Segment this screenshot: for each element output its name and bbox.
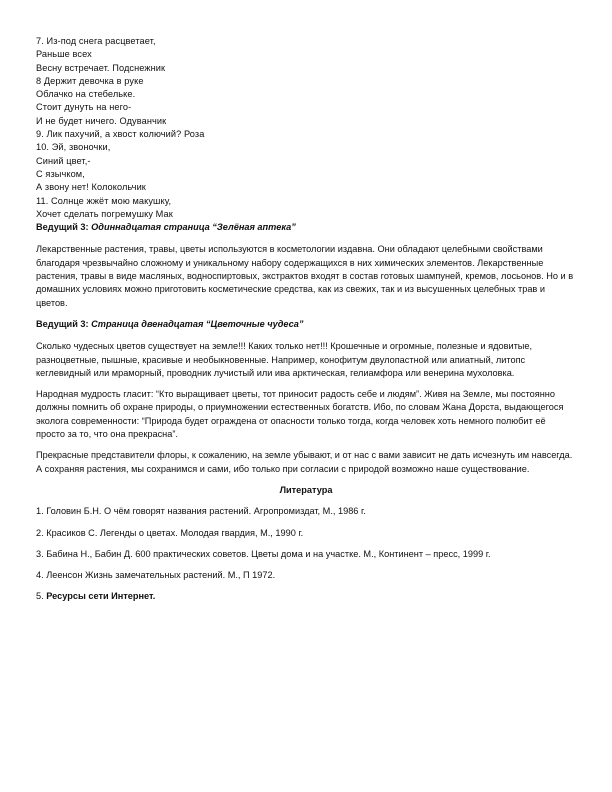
speaker-colon: :: [85, 318, 92, 329]
literature-item: 2. Красиков С. Легенды о цветах. Молодая гвардия, М., 1990 г.: [36, 527, 304, 538]
riddle-line: Синий цвет,-: [36, 155, 91, 166]
literature-item: 1. Головин Б.Н. О чём говорят названия растений. Агропромиздат, М., 1986 г.: [36, 506, 366, 517]
section-title: Одиннадцатая страница “Зелёная аптека”: [91, 222, 296, 233]
speaker-label: Ведущий 3: [36, 222, 86, 233]
paragraph-flora-conclusion: Прекрасные представители флоры, к сожалению, на земле убывают, и от нас с вами зависит не дать исчезнуть им навсегда. А сохраняя растения, мы сохранимся и сами, ибо только при согласии с природой возможно наше существование.: [36, 450, 573, 474]
literature-item: 4. Леенсон Жизнь замечательных растений. М., П 1972.: [36, 570, 276, 581]
riddle-line: Раньше всех: [36, 49, 92, 60]
section-heading-green-pharmacy: [36, 221, 576, 234]
paragraph-wonderful-flowers: Сколько чудесных цветов существует на земле!!! Каких только нет!!! Крошечные и огромные, полезные и ядовитые, разноцветные, пышные, красивые и необыкновенные. Например, конофитум двулопастной или апиатный, литопс кеглевидный или мраморный, проводник лучистый или ива арктическая, гелиамфора или венерина мухоловка.: [36, 341, 533, 378]
riddle-line: И не будет ничего. Одуванчик: [36, 115, 167, 126]
paragraph-folk-wisdom: Народная мудрость гласит: “Кто выращивает цветы, тот приносит радость себе и людям”. Живя на Земле, мы постоянно должны помнить об охране природы, о приумножении естественных богатств. Ибо, по словам Жана Дорста, выдающегося эколога современности: “Природа будет ограждена от опасности только тогда, когда человек хоть немного полюбит её просто за то, что она прекрасна”.: [36, 389, 564, 440]
riddle-line: С язычком,: [36, 168, 85, 179]
riddle-line: Облачко на стебельке.: [36, 89, 136, 100]
literature-item: [36, 590, 576, 603]
riddle-line: Стоит дунуть на него-: [36, 102, 132, 113]
section-heading-flower-wonders: [36, 318, 576, 331]
literature-item-internet: Ресурсы сети Интернет.: [46, 591, 156, 602]
literature-item-number: 5.: [36, 591, 44, 602]
riddle-line: 9. Лик пахучий, а хвост колючий? Роза: [36, 129, 205, 140]
riddle-line: 11. Солнце жжёт мою макушку,: [36, 195, 172, 206]
speaker-colon: :: [85, 222, 92, 233]
speaker-label: Ведущий 3: [36, 318, 86, 329]
riddle-line: 10. Эй, звоночки,: [36, 142, 111, 153]
riddle-line: Весну встречает. Подснежник: [36, 62, 166, 73]
riddle-line: А звону нет! Колокольчик: [36, 182, 146, 193]
riddle-line: 8 Держит девочка в руке: [36, 75, 144, 86]
riddle-line: Хочет сделать погремушку Мак: [36, 208, 173, 219]
riddle-line: 7. Из-под снега расцветает,: [36, 36, 156, 46]
literature-heading: Литература: [279, 484, 333, 495]
paragraph-cosmetology: Лекарственные растения, травы, цветы используются в косметологии издавна. Они обладают целебными свойствами благодаря чрезвычайно сложному и уникальному набору содержащихся в них химических элементов. Лекарственные растения, травы в виде масляных, водноспиртовых, экстрактов входят в состав готовых шампуней, кремов, лосьонов. Но и в домашних условиях можно приготовить косметические средства, как из свежих, так и из высушенных целебных трав и цветов.: [36, 244, 574, 308]
literature-item: 3. Бабина Н., Бабин Д. 600 практических советов. Цветы дома и на участке. М., Континент – пресс, 1999 г.: [36, 548, 491, 559]
section-title: Страница двенадцатая “Цветочные чудеса”: [91, 318, 304, 329]
literature-list: [36, 505, 576, 603]
riddles-block: [36, 35, 576, 221]
document-content: [36, 35, 576, 604]
